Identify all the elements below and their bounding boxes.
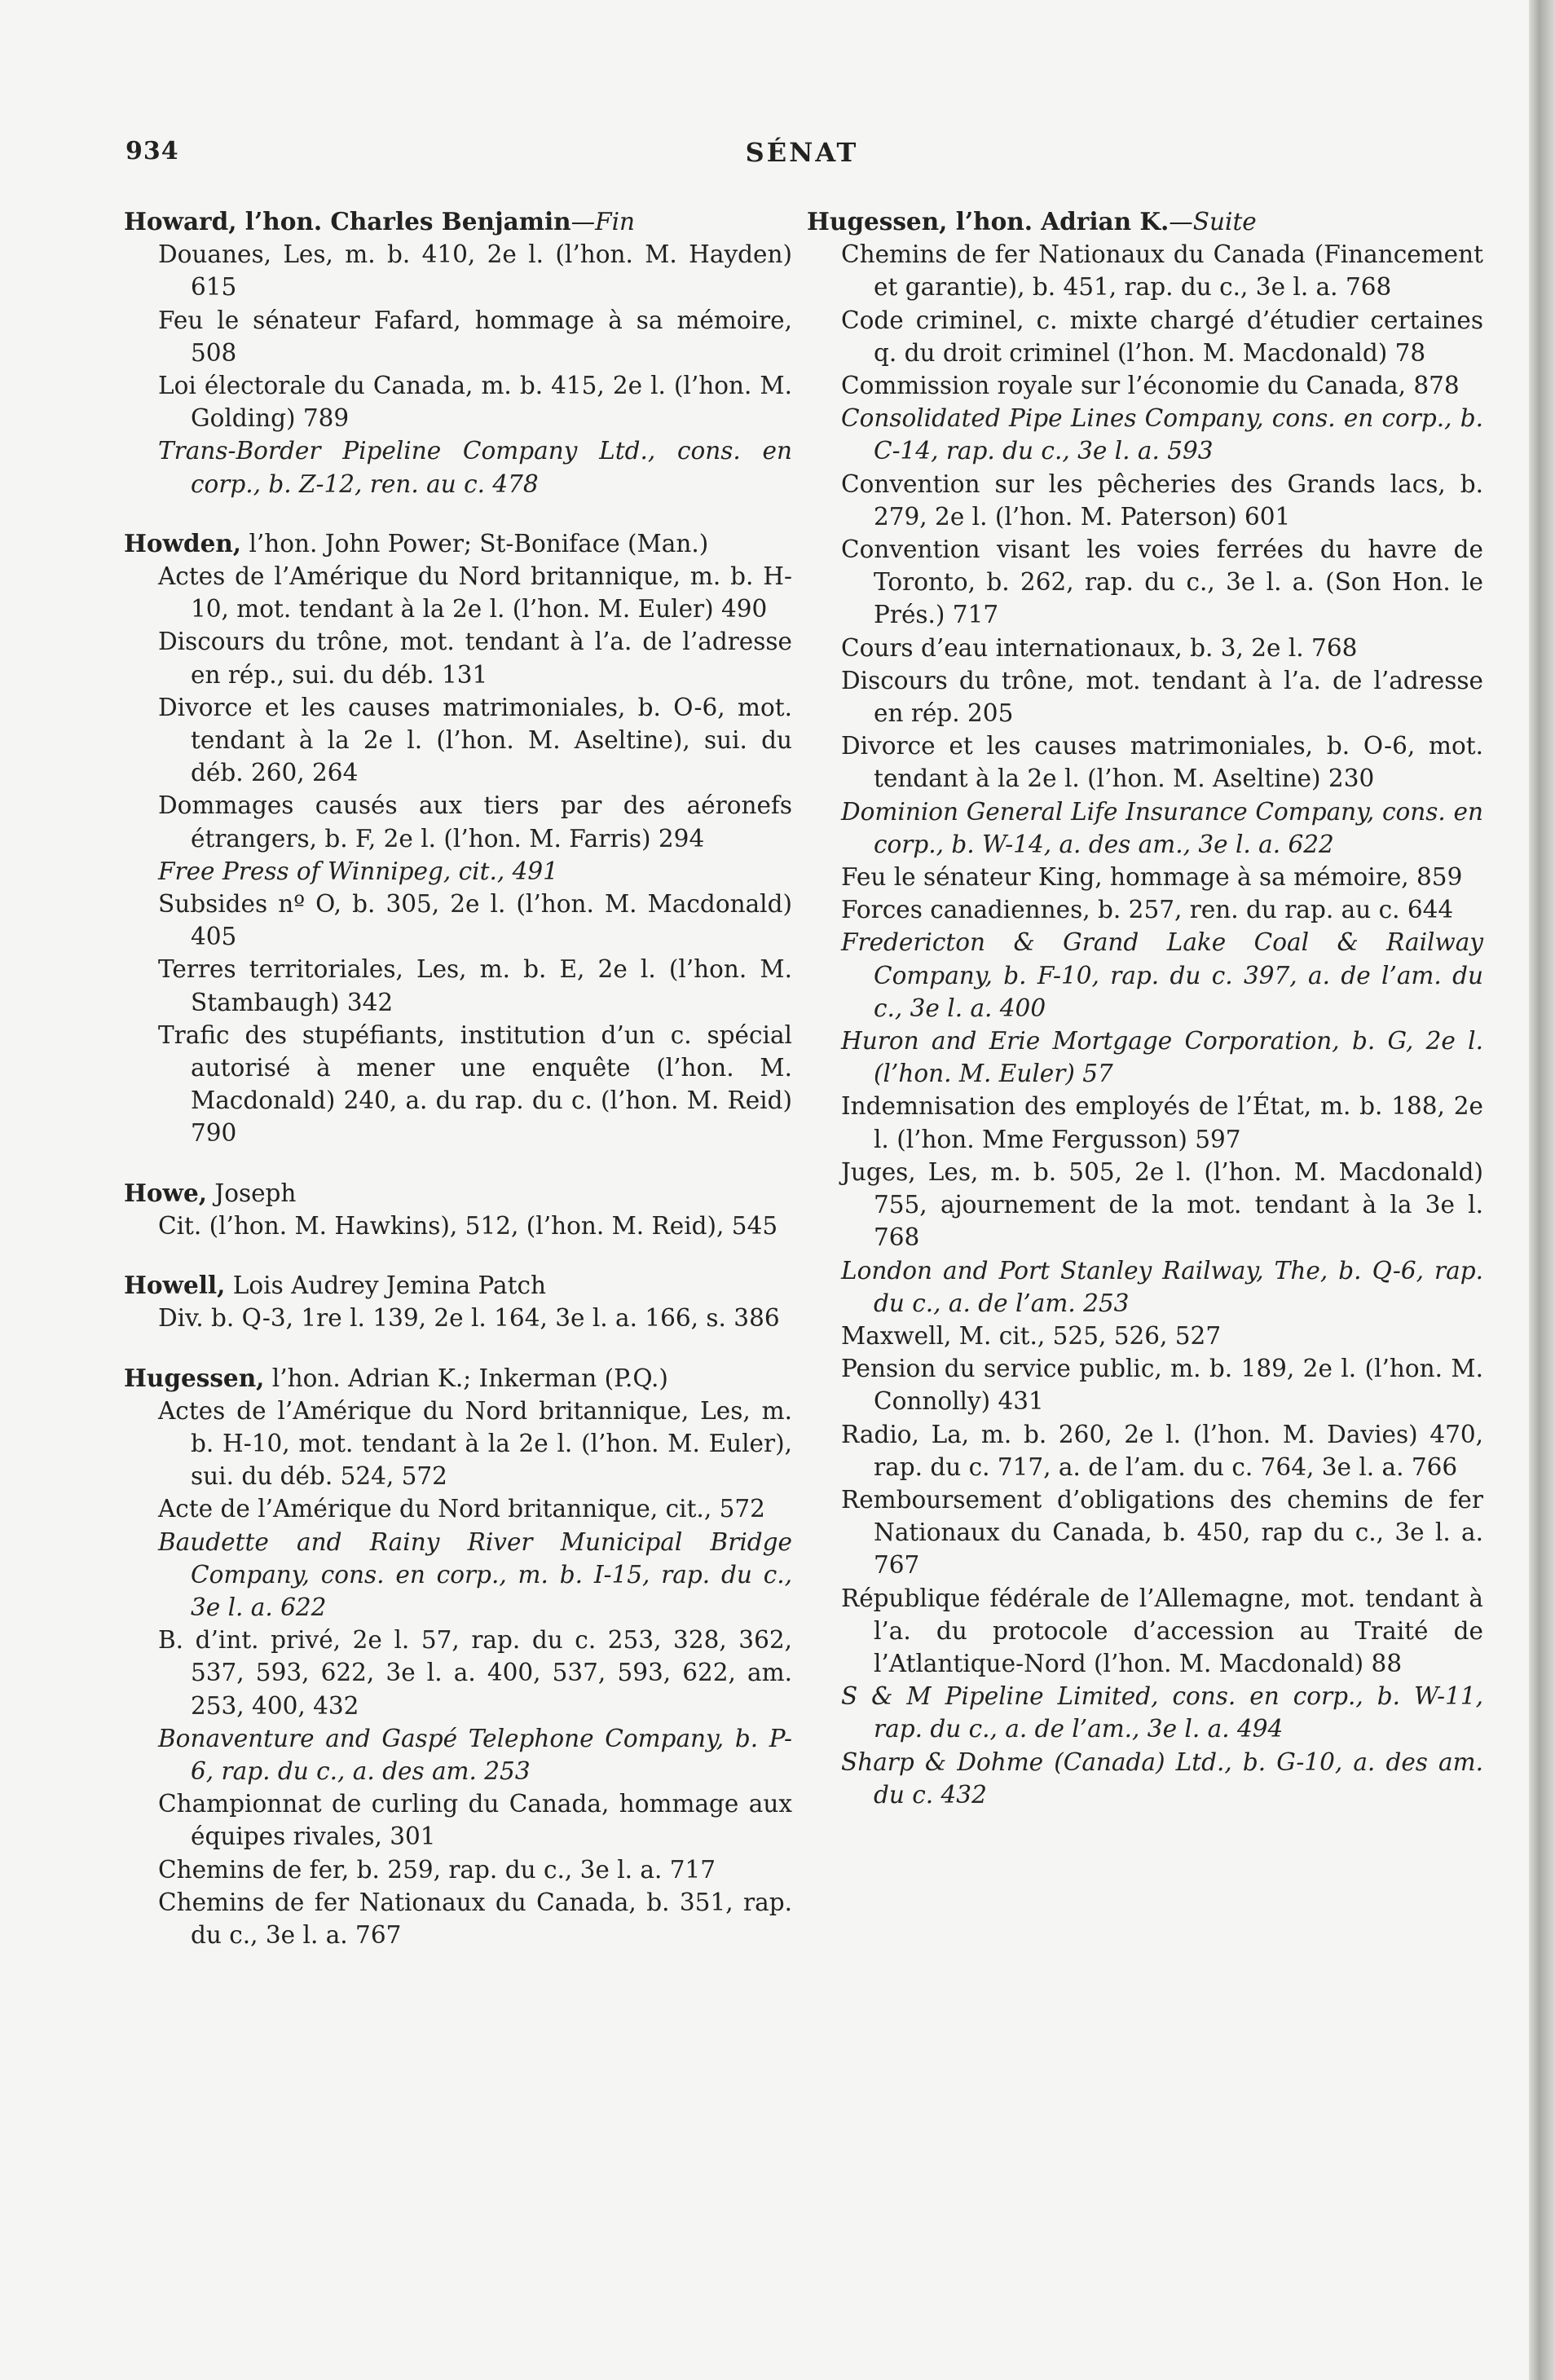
- sub-entry: Code criminel, c. mixte chargé d’étudier certaines q. du droit criminel (l’hon. M. Macdonald) 78: [841, 306, 1483, 367]
- sub-entry: London and Port Stanley Railway, The, b. Q-6, rap. du c., a. de l’am. 253: [841, 1256, 1483, 1317]
- sub-entry: Sharp & Dohme (Canada) Ltd., b. G-10, a. des am. du c. 432: [841, 1748, 1483, 1809]
- sub-entry: Juges, Les, m. b. 505, 2e l. (l’hon. M. Macdonald) 755, ajournement de la mot. tendant à la 3e l. 768: [841, 1157, 1483, 1252]
- entry-suffix: —Suite: [1169, 208, 1257, 236]
- entry-name: Howell,: [124, 1271, 226, 1300]
- sub-entry: Chemins de fer Nationaux du Canada (Financement et garantie), b. 451, rap. du c., 3e l. a. 768: [841, 240, 1483, 302]
- entry-suffix: Lois Audrey Jemina Patch: [225, 1272, 547, 1300]
- sub-entry: Pension du service public, m. b. 189, 2e l. (l’hon. M. Connolly) 431: [841, 1355, 1483, 1416]
- index-entry-howe: [124, 1177, 792, 1242]
- entry-suffix: Joseph: [206, 1179, 297, 1207]
- sub-entry: Discours du trône, mot. tendant à l’a. de l’adresse en rép., sui. du déb. 131: [158, 628, 792, 689]
- sub-entry: Dominion General Life Insurance Company, cons. en corp., b. W-14, a. des am., 3e l. a. 622: [841, 797, 1483, 858]
- sub-entry: Chemins de fer Nationaux du Canada, b. 351, rap. du c., 3e l. a. 767: [158, 1888, 792, 1949]
- sub-entry: Actes de l’Amérique du Nord britannique, m. b. H-10, mot. tendant à la 2e l. (l’hon. M. Euler) 490: [158, 562, 792, 624]
- sub-entry: Terres territoriales, Les, m. b. E, 2e l. (l’hon. M. Stambaugh) 342: [158, 955, 792, 1016]
- entry-suffix: l’hon. John Power; St-Boniface (Man.): [241, 529, 709, 558]
- sub-entry: Fredericton & Grand Lake Coal & Railway Company, b. F-10, rap. du c. 397, a. de l’am. du c., 3e l. a. 400: [841, 928, 1483, 1022]
- sub-entry: Subsides nº O, b. 305, 2e l. (l’hon. M. Macdonald) 405: [158, 890, 792, 951]
- index-entry-howell: [124, 1269, 792, 1334]
- sub-entry: Loi électorale du Canada, m. b. 415, 2e l. (l’hon. M. Golding) 789: [158, 372, 792, 433]
- sub-entry: République fédérale de l’Allemagne, mot. tendant à l’a. du protocole d’accession au Traité de l’Atlantique-Nord (l’hon. M. Macdonald) 88: [841, 1584, 1483, 1677]
- sub-entry: Indemnisation des employés de l’État, m. b. 188, 2e l. (l’hon. Mme Fergusson) 597: [841, 1092, 1483, 1153]
- index-entry-howard: [124, 205, 792, 500]
- sub-entry: Discours du trône, mot. tendant à l’a. de l’adresse en rép. 205: [841, 666, 1483, 728]
- sub-entry: Divorce et les causes matrimoniales, b. O-6, mot. tendant à la 2e l. (l’hon. M. Aseltine) 230: [841, 732, 1483, 793]
- sub-entry: Maxwell, M. cit., 525, 526, 527: [841, 1321, 1222, 1350]
- sub-entry: Dommages causés aux tiers par des aéronefs étrangers, b. F, 2e l. (l’hon. M. Farris) 294: [158, 791, 792, 853]
- sub-entry: Chemins de fer, b. 259, rap. du c., 3e l. a. 717: [158, 1855, 716, 1884]
- sub-entry: Free Press of Winnipeg, cit., 491: [158, 857, 558, 885]
- sub-entry: Actes de l’Amérique du Nord britannique, Les, m. b. H-10, mot. tendant à la 2e l. (l’hon. M. Euler), sui. du déb. 524, 572: [158, 1396, 792, 1491]
- sub-entry: Bonaventure and Gaspé Telephone Company, b. P-6, rap. du c., a. des am. 253: [158, 1724, 792, 1785]
- entry-name: Howard, l’hon. Charles Benjamin: [124, 207, 571, 236]
- index-entry-howden: [124, 527, 792, 1150]
- page-number: 934: [126, 137, 179, 165]
- left-column: [124, 205, 792, 1978]
- sub-entry: Feu le sénateur Fafard, hommage à sa mémoire, 508: [158, 306, 792, 367]
- entry-name: Howden,: [124, 528, 242, 558]
- sub-entry: Huron and Erie Mortgage Corporation, b. G, 2e l. (l’hon. M. Euler) 57: [841, 1027, 1483, 1088]
- sub-entry: Trafic des stupéfiants, institution d’un c. spécial autorisé à mener une enquête (l’hon. M. Macdonald) 240, a. du rap. du c. (l’hon. M. Reid) 790: [158, 1020, 792, 1148]
- index-entry-hugessen-suite: [807, 205, 1483, 1811]
- sub-entry-company: Trans-Border Pipeline Company Ltd., cons. en corp., b. Z-12, ren. au c. 478: [158, 437, 792, 498]
- sub-entry: Radio, La, m. b. 260, 2e l. (l’hon. M. Davies) 470, rap. du c. 717, a. de l’am. du c. 764, 3e l. a. 766: [841, 1420, 1483, 1481]
- entry-suffix: —Fin: [570, 208, 636, 236]
- right-column: [807, 205, 1483, 1838]
- sub-entry: Remboursement d’obligations des chemins de fer Nationaux du Canada, b. 450, rap du c., 3e l. a. 767: [841, 1485, 1483, 1580]
- sub-entry: Feu le sénateur King, hommage à sa mémoire, 859: [841, 863, 1463, 892]
- index-entry-hugessen: [124, 1362, 792, 1952]
- sub-entry: [124, 434, 792, 500]
- sub-entry: Convention sur les pêcheries des Grands lacs, b. 279, 2e l. (l’hon. M. Paterson) 601: [841, 469, 1483, 531]
- sub-entry: Commission royale sur l’économie du Canada, 878: [841, 372, 1460, 400]
- page-edge: [1529, 0, 1555, 2380]
- sub-entry: B. d’int. privé, 2e l. 57, rap. du c. 253, 328, 362, 537, 593, 622, 3e l. a. 400, 537, 593, 622, am. 253, 400, 432: [158, 1626, 792, 1720]
- section-title: SÉNAT: [745, 137, 859, 168]
- sub-entry: Acte de l’Amérique du Nord britannique, cit., 572: [158, 1495, 765, 1523]
- sub-entry: Forces canadiennes, b. 257, ren. du rap. au c. 644: [841, 896, 1454, 924]
- sub-entry: Divorce et les causes matrimoniales, b. O-6, mot. tendant à la 2e l. (l’hon. M. Aseltine), sui. du déb. 260, 264: [158, 693, 792, 787]
- sub-entry: Douanes, Les, m. b. 410, 2e l. (l’hon. M. Hayden) 615: [158, 240, 792, 302]
- entry-name: Hugessen,: [124, 1363, 265, 1392]
- entry-suffix: l’hon. Adrian K.; Inkerman (P.Q.): [264, 1364, 668, 1392]
- sub-entry: Div. b. Q-3, 1re l. 139, 2e l. 164, 3e l. a. 166, s. 386: [158, 1304, 780, 1333]
- sub-entry: Cit. (l’hon. M. Hawkins), 512, (l’hon. M. Reid), 545: [158, 1211, 778, 1240]
- sub-entry: Baudette and Rainy River Municipal Bridge Company, cons. en corp., m. b. I-15, rap. du c., 3e l. a. 622: [158, 1527, 792, 1621]
- sub-entry: Convention visant les voies ferrées du havre de Toronto, b. 262, rap. du c., 3e l. a. (Son Hon. le Prés.) 717: [841, 536, 1483, 629]
- sub-entry: Consolidated Pipe Lines Company, cons. en corp., b. C-14, rap. du c., 3e l. a. 593: [841, 404, 1483, 465]
- sub-entry: Cours d’eau internationaux, b. 3, 2e l. 768: [841, 633, 1358, 662]
- entry-name: Howe,: [124, 1178, 207, 1207]
- sub-entry: Championnat de curling du Canada, hommage aux équipes rivales, 301: [158, 1790, 792, 1851]
- running-head: [126, 137, 1478, 178]
- entry-name: Hugessen, l’hon. Adrian K.: [807, 207, 1170, 236]
- sub-entry: S & M Pipeline Limited, cons. en corp., b. W-11, rap. du c., a. de l’am., 3e l. a. 494: [841, 1682, 1483, 1743]
